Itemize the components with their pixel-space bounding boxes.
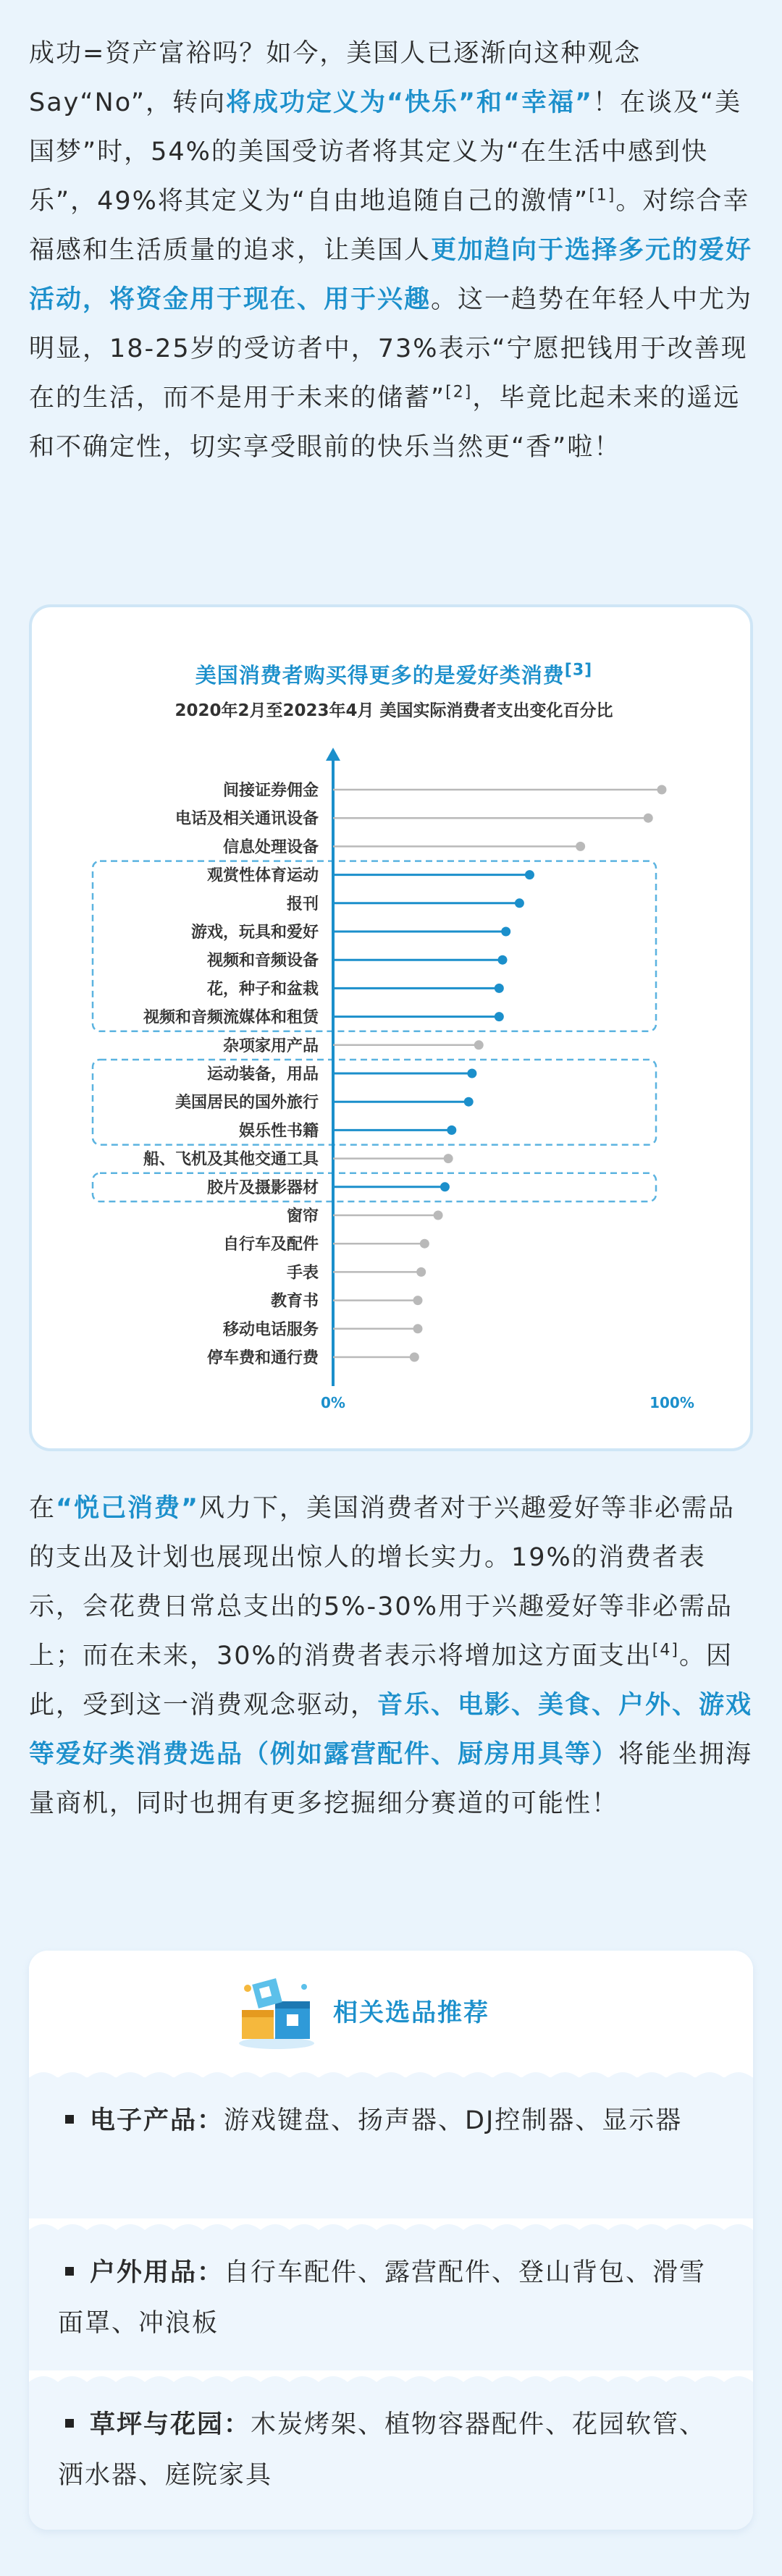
body-paragraph-2 [29, 1484, 753, 1828]
intro-text-3: 。对综合幸福感和生活质量的追求，让美国人 [29, 187, 750, 265]
wave-divider [29, 2370, 753, 2392]
bar-point [644, 814, 653, 823]
chart-title-reference: [3] [564, 661, 593, 680]
category-electronics [58, 2095, 724, 2146]
category-label: 间接证券佣金 [222, 782, 319, 800]
category-label: 窗帘 [286, 1207, 319, 1225]
category-items: 木炭烤架、植物容器配件、花园软管、洒水器、庭院家具 [58, 2410, 707, 2490]
category-garden [58, 2399, 724, 2501]
body2-text-2: 风力下，美国消费者对于兴趣爱好等非必需品的支出及计划也展现出惊人的增长实力。19%的消费者表示，会花费日常总支出的5%-30%用于兴趣爱好等非必需品上；而在未来，30%的消费者表示将增加这方面支出 [29, 1494, 736, 1671]
bullet-icon [65, 2267, 74, 2276]
category-label: 船、飞机及其他交通工具 [143, 1150, 319, 1169]
body2-highlight-1: “悦己消费” [56, 1494, 200, 1523]
intro-highlight-1: 将成功定义为“快乐”和“幸福” [226, 88, 594, 117]
category-label: 停车费和通行费 [206, 1349, 319, 1367]
intro-text-4: 。这一趋势在年轻人中尤为明显，18-25岁的受访者中，73%表示“宁愿把钱用于改善现在的生活，而不是用于未来的储蓄” [29, 285, 753, 413]
category-items: 自行车配件、露营配件、登山背包、滑雪面罩、冲浪板 [58, 2258, 707, 2338]
chart-card [29, 604, 753, 1451]
category-label: 草坪与花园： [90, 2410, 251, 2439]
bar-point [440, 1182, 450, 1191]
bar-point [410, 1353, 419, 1362]
body2-text-1: 在 [29, 1494, 56, 1523]
bar-point [576, 842, 585, 851]
body2-text-4: 将能坐拥海量商机，同时也拥有更多挖掘细分赛道的可能性！ [29, 1740, 753, 1818]
bar-point [474, 1040, 484, 1050]
category-outdoor [58, 2247, 724, 2349]
category-label: 游戏，玩具和爱好 [190, 924, 319, 942]
category-label: 胶片及摄影器材 [206, 1178, 319, 1197]
lollipop-chart [32, 607, 750, 1448]
chart-title: 美国消费者购买得更多的是爱好类消费[3] [195, 661, 593, 688]
reference-2: [2] [445, 383, 473, 402]
shopping-boxes-icon [232, 1972, 319, 2052]
category-label: 信息处理设备 [222, 838, 319, 857]
intro-text-5: ，毕竟比起未来的遥远和不确定性，切实享受眼前的快乐当然更“香”啦！ [29, 384, 741, 462]
bar-point [447, 1126, 456, 1135]
category-label: 教育书 [270, 1292, 319, 1311]
wave-divider [29, 2218, 753, 2240]
category-label: 报刊 [286, 895, 319, 913]
highlight-group-box [93, 861, 656, 1031]
category-section-garden [29, 2392, 753, 2530]
x-tick-label: 0% [321, 1394, 345, 1411]
recommendation-header [29, 1951, 753, 2077]
category-label: 杂项家用产品 [222, 1036, 319, 1055]
category-label: 户外用品： [90, 2258, 224, 2287]
reference-4: [4] [652, 1641, 679, 1660]
bar-point [501, 927, 510, 937]
bar-point [498, 955, 508, 965]
category-label: 移动电话服务 [222, 1320, 319, 1339]
intro-highlight-2: 更加趋向于选择多元的爱好活动，将资金用于现在、用于兴趣 [29, 236, 753, 314]
category-section-electronics [29, 2088, 753, 2218]
x-tick-label: 100% [649, 1394, 694, 1411]
category-label: 自行车及配件 [222, 1236, 319, 1254]
category-label: 电话及相关通讯设备 [175, 810, 319, 829]
body2-text-3: 。因此，受到这一消费观念驱动， [29, 1642, 733, 1720]
category-label: 娱乐性书籍 [238, 1122, 319, 1141]
intro-paragraph [29, 29, 753, 472]
category-label: 美国居民的国外旅行 [175, 1094, 319, 1112]
bar-point [413, 1296, 423, 1305]
bar-point [464, 1097, 474, 1107]
category-label: 手表 [286, 1264, 319, 1283]
bar-point [434, 1211, 443, 1220]
bar-point [657, 785, 666, 795]
bullet-icon [65, 2115, 74, 2124]
chart-subtitle: 2020年2月至2023年4月 美国实际消费者支出变化百分比 [175, 701, 613, 720]
recommendation-card [29, 1951, 753, 2530]
bar-point [413, 1324, 423, 1333]
bar-point [495, 984, 504, 993]
intro-text-1: 成功=资产富裕吗？如今，美国人已逐渐向这种观念Say“No”，转向 [29, 39, 642, 117]
bar-point [420, 1239, 429, 1249]
bar-point [495, 1012, 504, 1021]
category-label: 花，种子和盆栽 [206, 980, 319, 999]
bar-point [444, 1154, 453, 1163]
category-label: 运动装备，用品 [206, 1065, 319, 1084]
category-label: 视频和音频设备 [206, 952, 319, 971]
intro-text-2: ！在谈及“美国梦”时，54%的美国受访者将其定义为“在生活中感到快乐”，49%将其定义为“自由地追随自己的激情” [29, 88, 742, 216]
body2-highlight-2: 音乐、电影、美食、户外、游戏等爱好类消费选品（例如露营配件、厨房用具等） [29, 1691, 753, 1769]
category-items: 游戏键盘、扬声器、DJ控制器、显示器 [224, 2106, 683, 2135]
bar-point [515, 898, 524, 908]
recommendation-title: 相关选品推荐 [333, 1998, 489, 2027]
wave-divider [29, 2066, 753, 2088]
axis-arrow-icon [326, 748, 340, 761]
bar-point [467, 1069, 476, 1078]
category-section-outdoor [29, 2240, 753, 2370]
category-label: 视频和音频流媒体和租赁 [143, 1008, 319, 1027]
category-label: 观赏性体育运动 [206, 866, 319, 885]
bar-point [525, 870, 534, 879]
bullet-icon [65, 2419, 74, 2428]
category-label: 电子产品： [90, 2106, 224, 2135]
bar-point [416, 1267, 426, 1277]
reference-1: [1] [589, 186, 616, 205]
